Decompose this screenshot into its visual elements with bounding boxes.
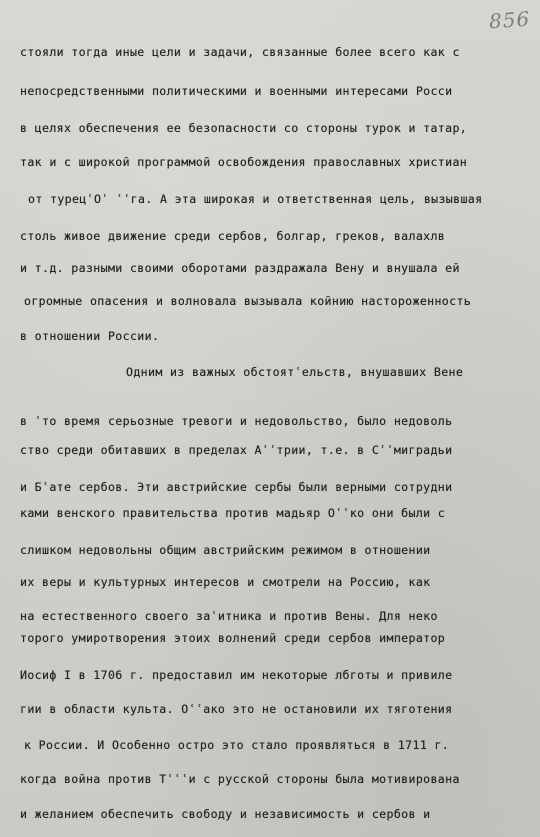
text-line-14: ками венского правительства против мадьяр Оʿʿко они были с [20, 506, 446, 520]
text-line-6: столь живое движение среди сербов, болгар, греков, валахлв [20, 229, 446, 243]
text-line-11: в ʿто время серьозные тревоги и недовольство, было недоволь [20, 414, 453, 428]
text-line-10: Одним из важных обстоятʿельств, внушавших Вене [126, 365, 464, 379]
text-line-7: и т.д. разными своими оборотами раздражала Вену и внушала ей [20, 261, 460, 275]
text-line-16: их веры и культурных интересов и смотрели на Россию, как [20, 575, 431, 589]
text-line-23: и желанием обеспечить свободу и независимость и сербов и [20, 807, 431, 821]
text-line-13: и Бʿате сербов. Эти австрийские сербы были верными сотрудни [20, 480, 453, 494]
text-line-1: стояли тогда иные цели и задачи, связанные более всего как с [20, 45, 460, 59]
text-line-8: огромные опасения и волновала вызывала койнию настороженность [24, 294, 472, 308]
text-line-21: к России. И Особенно остро это стало проявляться в 1711 г. [24, 738, 450, 752]
text-line-5: от турецʿОʿ ʿʿга. А эта широкая и ответственная цель, вызывшая [28, 192, 483, 206]
text-line-12: ство среди обитавших в пределах Аʿʿтрии, т.е. в Сʿʿмиградьи [20, 443, 453, 457]
text-line-18: торого умиротворения этоих волнений среди сербов император [20, 631, 446, 645]
text-line-20: гии в области культа. Оʿʿако это не остановили их тяготения [20, 702, 453, 716]
text-line-22: когда война против Тʿʿʿи с русской стороны была мотивирована [20, 772, 460, 786]
text-line-4: так и с широкой программой освобождения православных христиан [20, 155, 468, 169]
text-line-3: в целях обеспечения ее безопасности со стороны турок и татар, [20, 121, 468, 135]
page-number: 856 [488, 6, 531, 34]
text-line-2: непосредственными политическими и военными интересами Росси [20, 84, 453, 98]
text-line-17: на естественного своего заʿитника и против Вены. Для неко [20, 609, 438, 623]
text-line-15: слишком недовольны общим австрийским режимом в отношении [20, 543, 431, 557]
text-line-19: Иосиф I в 1706 г. предоставил им некоторые лбготы и привиле [20, 668, 453, 682]
text-line-9: в отношении России. [20, 329, 160, 343]
